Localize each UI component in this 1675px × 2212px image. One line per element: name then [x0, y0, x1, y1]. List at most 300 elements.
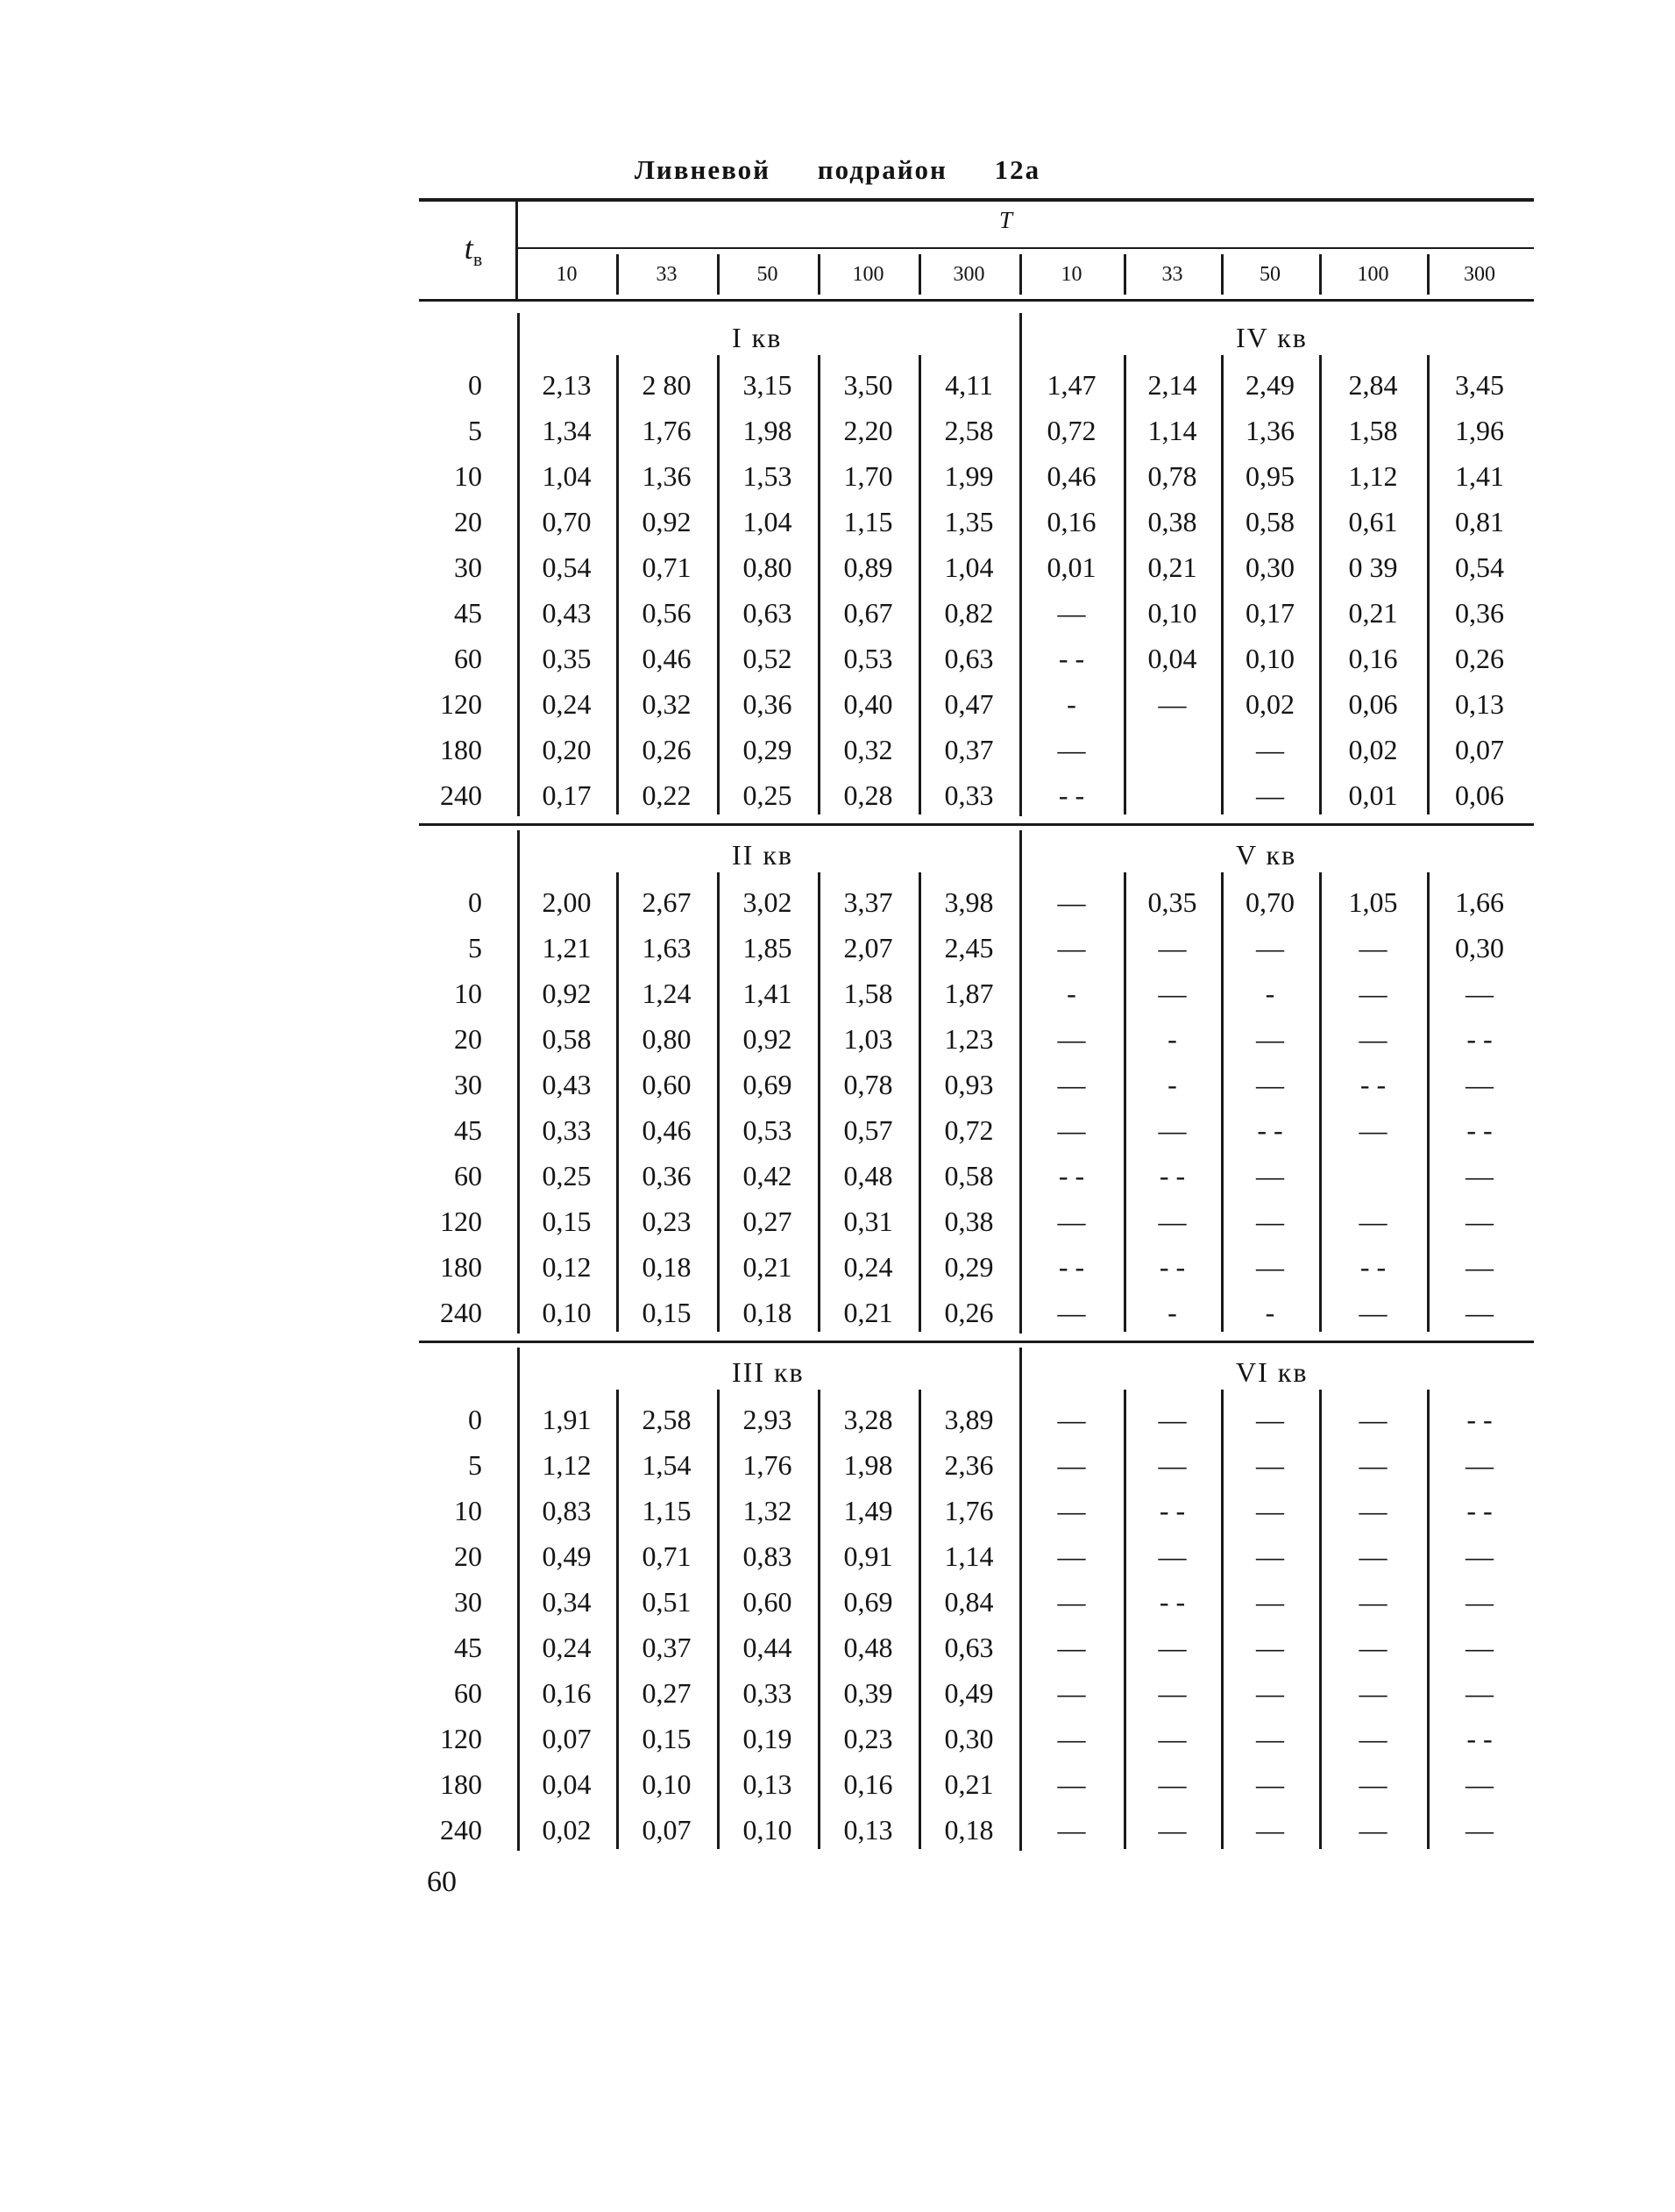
table-cell: 0,44: [742, 1632, 792, 1663]
table-cell: —: [1466, 1632, 1494, 1663]
table-cell: —: [1057, 1404, 1086, 1435]
tb-symbol: t: [464, 231, 473, 266]
table-cell: 0,81: [1455, 506, 1504, 537]
table-cell: 0,49: [944, 1677, 994, 1709]
table-cell: 0,18: [742, 1297, 792, 1328]
table-cell: 0,30: [1455, 932, 1504, 964]
table-cell: 0,39: [843, 1677, 893, 1709]
header-mid-rule: [517, 247, 1534, 249]
table-cell: 0,48: [843, 1632, 893, 1663]
table-cell: 0,61: [1348, 506, 1398, 537]
table-cell: 3,28: [843, 1404, 893, 1435]
table-cell: - -: [1058, 643, 1085, 674]
table-cell: - -: [1359, 1069, 1387, 1100]
table-cell: —: [1256, 1632, 1284, 1663]
table-cell: 0,15: [542, 1206, 592, 1237]
table-cell: 0,18: [642, 1251, 692, 1283]
table-cell: —: [1057, 1677, 1086, 1709]
duration-label: 120: [440, 688, 482, 720]
table-cell: 0,10: [742, 1814, 792, 1846]
table-cell: -: [1067, 978, 1076, 1009]
quarter-divider: [1019, 830, 1022, 1334]
table-cell: —: [1057, 1023, 1086, 1055]
table-cell: —: [1359, 1114, 1388, 1146]
table-cell: 0,15: [642, 1297, 692, 1328]
column-divider: [1319, 872, 1322, 1332]
band-separator-rule: [419, 1341, 1534, 1343]
table-cell: —: [1158, 1768, 1187, 1800]
title-word-1: Ливневой: [634, 154, 771, 185]
table-cell: 0,12: [542, 1251, 592, 1283]
table-cell: 0,18: [944, 1814, 994, 1846]
table-cell: 0,36: [1455, 597, 1504, 629]
table-cell: 0,78: [1147, 460, 1197, 492]
table-cell: 0,53: [742, 1114, 792, 1146]
duration-label: 45: [454, 597, 482, 629]
table-cell: —: [1256, 1495, 1284, 1526]
table-cell: 0,26: [642, 734, 692, 765]
table-cell: —: [1158, 688, 1187, 720]
table-cell: 2,45: [944, 932, 994, 964]
table-cell: 0,04: [1147, 643, 1197, 674]
column-divider: [1319, 1390, 1322, 1849]
table-cell: —: [1256, 734, 1284, 765]
table-cell: —: [1057, 1297, 1086, 1328]
table-cell: -: [1265, 1297, 1275, 1328]
table-cell: - -: [1466, 1495, 1493, 1526]
table-cell: 1,66: [1455, 886, 1504, 918]
duration-label: 30: [454, 1586, 482, 1618]
duration-label: 120: [440, 1206, 482, 1237]
table-cell: 0,02: [1246, 688, 1295, 720]
table-cell: 0,16: [1348, 643, 1398, 674]
table-cell: 0,84: [944, 1586, 994, 1618]
duration-label: 60: [454, 1160, 482, 1191]
table-cell: 0,36: [642, 1160, 692, 1191]
duration-label: 20: [454, 506, 482, 537]
table-cell: —: [1466, 1586, 1494, 1618]
table-cell: 3,15: [742, 369, 792, 401]
table-cell: —: [1057, 1586, 1086, 1618]
table-cell: 0,10: [642, 1768, 692, 1800]
table-cell: —: [1359, 932, 1388, 964]
table-cell: 0,63: [944, 643, 994, 674]
table-cell: - -: [1257, 1114, 1283, 1146]
table-cell: 1,58: [1348, 415, 1398, 446]
table-cell: 0,13: [1455, 688, 1504, 720]
table-cell: 0,04: [542, 1768, 592, 1800]
table-cell: —: [1466, 1677, 1494, 1709]
table-cell: 0,21: [1147, 551, 1197, 583]
table-cell: 0,57: [843, 1114, 893, 1146]
quarter-divider: [1019, 1348, 1022, 1851]
table-cell: 2,49: [1246, 369, 1295, 401]
table-cell: —: [1256, 1768, 1284, 1800]
table-cell: 0,71: [642, 551, 692, 583]
table-cell: —: [1359, 1297, 1388, 1328]
table-cell: —: [1256, 1677, 1284, 1709]
column-divider: [1319, 355, 1322, 814]
table-cell: 1,12: [1348, 460, 1398, 492]
period-header: T: [999, 207, 1013, 233]
table-cell: 2 80: [642, 369, 692, 401]
duration-label: 60: [454, 643, 482, 674]
table-cell: 3,02: [742, 886, 792, 918]
table-cell: 1,54: [642, 1449, 692, 1481]
table-cell: —: [1057, 1495, 1086, 1526]
table-cell: 0,54: [1455, 551, 1504, 583]
table-cell: 2,58: [944, 415, 994, 446]
column-divider: [1427, 1390, 1430, 1849]
table-cell: 0,35: [542, 643, 592, 674]
table-cell: —: [1158, 1723, 1187, 1754]
table-cell: - -: [1159, 1495, 1186, 1526]
table-cell: - -: [1058, 1160, 1085, 1191]
table-cell: 0,92: [642, 506, 692, 537]
table-cell: 0,10: [1246, 643, 1295, 674]
tb-subscript: в: [472, 248, 483, 271]
table-cell: —: [1158, 1114, 1187, 1146]
header-bottom-rule: [419, 299, 1534, 302]
table-cell: —: [1057, 1723, 1086, 1754]
table-cell: 1,14: [1147, 415, 1197, 446]
table-cell: 2,14: [1147, 369, 1197, 401]
table-cell: 0,46: [642, 1114, 692, 1146]
table-cell: —: [1256, 1206, 1284, 1237]
table-cell: 0,58: [542, 1023, 592, 1055]
table-cell: 0,91: [843, 1540, 893, 1572]
table-cell: 0,21: [742, 1251, 792, 1283]
table-cell: —: [1466, 1814, 1494, 1846]
table-cell: 0,10: [542, 1297, 592, 1328]
table-cell: 1,49: [843, 1495, 893, 1526]
table-cell: 0,37: [944, 734, 994, 765]
table-cell: 0,38: [1147, 506, 1197, 537]
table-cell: 0,16: [542, 1677, 592, 1709]
table-cell: 2,20: [843, 415, 893, 446]
period-column-header: 300: [953, 263, 985, 286]
tb-header: [429, 230, 517, 271]
table-cell: - -: [1466, 1023, 1493, 1055]
table-cell: —: [1057, 597, 1086, 629]
table-cell: —: [1158, 1404, 1187, 1435]
table-cell: —: [1158, 1677, 1187, 1709]
duration-label: 30: [454, 551, 482, 583]
table-cell: —: [1057, 1114, 1086, 1146]
table-cell: 1,96: [1455, 415, 1504, 446]
table-cell: 1,47: [1047, 369, 1097, 401]
table-cell: 0,30: [1246, 551, 1295, 583]
quarter-label-left: I кв: [732, 322, 783, 353]
table-cell: 0,27: [642, 1677, 692, 1709]
table-cell: 0,02: [542, 1814, 592, 1846]
table-cell: 0,78: [843, 1069, 893, 1100]
table-cell: 0,33: [742, 1677, 792, 1709]
table-cell: —: [1057, 1814, 1086, 1846]
period-column-header: 300: [1464, 263, 1495, 286]
table-cell: 0,25: [742, 779, 792, 811]
table-cell: 0,07: [542, 1723, 592, 1754]
table-cell: —: [1359, 1404, 1388, 1435]
quarter-label-right: VI кв: [1236, 1356, 1309, 1388]
table-cell: - -: [1159, 1160, 1186, 1191]
table-cell: —: [1466, 1449, 1494, 1481]
quarter-label-right: IV кв: [1236, 322, 1308, 353]
table-cell: 0,69: [742, 1069, 792, 1100]
table-cell: 1,15: [843, 506, 893, 537]
duration-label: 10: [454, 1495, 482, 1526]
table-cell: 0,95: [1246, 460, 1295, 492]
table-cell: 3,89: [944, 1404, 994, 1435]
table-cell: —: [1256, 1540, 1284, 1572]
table-cell: —: [1256, 1449, 1284, 1481]
table-cell: 0,36: [742, 688, 792, 720]
table-cell: 0,23: [843, 1723, 893, 1754]
table-cell: 0,28: [843, 779, 893, 811]
page-number: 60: [427, 1866, 457, 1898]
table-cell: 0,13: [742, 1768, 792, 1800]
table-cell: 1,03: [843, 1023, 893, 1055]
table-cell: 0,17: [542, 779, 592, 811]
column-divider: [1427, 872, 1430, 1332]
table-cell: 1,04: [742, 506, 792, 537]
table-cell: —: [1256, 1023, 1284, 1055]
duration-label: 45: [454, 1632, 482, 1663]
quarter-divider: [1019, 313, 1022, 816]
table-cell: 0,25: [542, 1160, 592, 1191]
period-column-header: 10: [1061, 263, 1082, 286]
table-cell: 0,54: [542, 551, 592, 583]
table-cell: 0,63: [944, 1632, 994, 1663]
table-cell: 0,82: [944, 597, 994, 629]
duration-label: 180: [440, 1768, 482, 1800]
table-cell: 0,40: [843, 688, 893, 720]
table-cell: 0,26: [1455, 643, 1504, 674]
table-cell: 0,13: [843, 1814, 893, 1846]
table-cell: 0,06: [1348, 688, 1398, 720]
table-cell: —: [1158, 1632, 1187, 1663]
table-cell: 0,33: [542, 1114, 592, 1146]
table-cell: 4,11: [945, 369, 993, 401]
table-cell: - -: [1466, 1404, 1493, 1435]
duration-label: 10: [454, 460, 482, 492]
table-cell: 0,06: [1455, 779, 1504, 811]
table-cell: —: [1057, 1540, 1086, 1572]
table-cell: 0,24: [542, 688, 592, 720]
table-cell: 0,32: [843, 734, 893, 765]
quarter-label-right: V кв: [1236, 839, 1297, 871]
table-cell: 0,43: [542, 597, 592, 629]
table-cell: 1,34: [542, 415, 592, 446]
table-cell: 0,33: [944, 779, 994, 811]
table-cell: 0,21: [843, 1297, 893, 1328]
table-cell: 0,26: [944, 1297, 994, 1328]
table-cell: 0,80: [642, 1023, 692, 1055]
table-cell: 0,58: [1246, 506, 1295, 537]
table-cell: - -: [1159, 1586, 1186, 1618]
table-cell: —: [1359, 1023, 1388, 1055]
table-cell: 1,35: [944, 506, 994, 537]
duration-label: 30: [454, 1069, 482, 1100]
title-word-2: подрайон: [817, 154, 948, 185]
table-cell: 0,16: [1047, 506, 1097, 537]
table-cell: —: [1466, 1069, 1494, 1100]
table-cell: 1,14: [944, 1540, 994, 1572]
period-column-header: 50: [1260, 263, 1281, 286]
table-cell: 0,43: [542, 1069, 592, 1100]
table-cell: 0,34: [542, 1586, 592, 1618]
table-cell: 1,58: [843, 978, 893, 1009]
table-cell: 1,04: [542, 460, 592, 492]
table-cell: —: [1158, 978, 1187, 1009]
table-cell: 0,15: [642, 1723, 692, 1754]
table-cell: 0,07: [642, 1814, 692, 1846]
table-cell: —: [1256, 1160, 1284, 1191]
duration-label: 10: [454, 978, 482, 1009]
table-cell: 0,02: [1348, 734, 1398, 765]
table-cell: 1,99: [944, 460, 994, 492]
table-cell: 0,69: [843, 1586, 893, 1618]
table-cell: 0,83: [542, 1495, 592, 1526]
table-cell: —: [1057, 886, 1086, 918]
table-cell: 3,37: [843, 886, 893, 918]
table-cell: 0,89: [843, 551, 893, 583]
table-cell: —: [1359, 1768, 1388, 1800]
period-column-header: 33: [656, 263, 678, 286]
table-cell: - -: [1159, 1251, 1186, 1283]
table-cell: 2,93: [742, 1404, 792, 1435]
table-cell: —: [1256, 779, 1284, 811]
table-cell: 1,53: [742, 460, 792, 492]
header-col-divider: [1019, 254, 1022, 295]
table-cell: - -: [1359, 1251, 1387, 1283]
table-cell: —: [1057, 1768, 1086, 1800]
table-cell: -: [1168, 1297, 1177, 1328]
table-cell: 1,63: [642, 932, 692, 964]
duration-label: 180: [440, 734, 482, 765]
table-cell: —: [1256, 1586, 1284, 1618]
table-cell: 2,00: [542, 886, 592, 918]
table-cell: 0,35: [1147, 886, 1197, 918]
table-cell: 0,52: [742, 643, 792, 674]
table-cell: 1,41: [742, 978, 792, 1009]
table-cell: 1,91: [542, 1404, 592, 1435]
table-cell: 1,36: [642, 460, 692, 492]
table-cell: 0,21: [944, 1768, 994, 1800]
table-cell: 0,83: [742, 1540, 792, 1572]
table-cell: 1,70: [843, 460, 893, 492]
band-separator-rule: [419, 823, 1534, 826]
table-cell: 0,37: [642, 1632, 692, 1663]
table-cell: 0,24: [843, 1251, 893, 1283]
table-cell: —: [1256, 1723, 1284, 1754]
table-cell: 1,76: [642, 415, 692, 446]
table-cell: 0,42: [742, 1160, 792, 1191]
duration-label: 180: [440, 1251, 482, 1283]
table-cell: 1,87: [944, 978, 994, 1009]
table-cell: —: [1359, 1632, 1388, 1663]
table-cell: 0,80: [742, 551, 792, 583]
table-cell: 0,49: [542, 1540, 592, 1572]
table-cell: 1,15: [642, 1495, 692, 1526]
table-cell: —: [1359, 978, 1388, 1009]
quarter-label-left: II кв: [732, 839, 793, 871]
table-cell: 0,70: [542, 506, 592, 537]
table-cell: 0,92: [542, 978, 592, 1009]
table-cell: 0,24: [542, 1632, 592, 1663]
table-cell: —: [1359, 1586, 1388, 1618]
table-cell: 0,19: [742, 1723, 792, 1754]
table-cell: —: [1359, 1206, 1388, 1237]
table-cell: 0,47: [944, 688, 994, 720]
table-cell: - -: [1466, 1723, 1493, 1754]
table-cell: 0,46: [642, 643, 692, 674]
table-cell: 0,01: [1047, 551, 1097, 583]
table-cell: -: [1265, 978, 1275, 1009]
table-cell: —: [1256, 1069, 1284, 1100]
page-title: [0, 154, 1675, 186]
period-column-header: 33: [1161, 263, 1183, 286]
table-cell: —: [1359, 1540, 1388, 1572]
table-cell: 2,07: [843, 932, 893, 964]
table-cell: 0,17: [1246, 597, 1295, 629]
table-cell: —: [1158, 1814, 1187, 1846]
period-column-header: 10: [556, 263, 578, 286]
table-cell: —: [1256, 1251, 1284, 1283]
period-column-header: 100: [1357, 263, 1389, 286]
table-cell: 2,58: [642, 1404, 692, 1435]
table-cell: 0,56: [642, 597, 692, 629]
table-cell: 1,05: [1348, 886, 1398, 918]
table-cell: —: [1057, 734, 1086, 765]
table-cell: 2,67: [642, 886, 692, 918]
table-cell: 0,38: [944, 1206, 994, 1237]
table-cell: 0,60: [642, 1069, 692, 1100]
table-cell: —: [1158, 932, 1187, 964]
table-cell: 1,23: [944, 1023, 994, 1055]
table-cell: 0,71: [642, 1540, 692, 1572]
table-cell: 1,98: [843, 1449, 893, 1481]
duration-label: 240: [440, 1814, 482, 1846]
table-cell: 3,45: [1455, 369, 1504, 401]
table-cell: 1,36: [1246, 415, 1295, 446]
table-cell: 0,92: [742, 1023, 792, 1055]
quarter-label-left: III кв: [732, 1356, 805, 1388]
table-cell: - -: [1058, 1251, 1085, 1283]
duration-label: 120: [440, 1723, 482, 1754]
table-cell: —: [1359, 1495, 1388, 1526]
table-cell: 0,30: [944, 1723, 994, 1754]
table-cell: 0,70: [1246, 886, 1295, 918]
table-cell: 3,50: [843, 369, 893, 401]
table-cell: 1,76: [742, 1449, 792, 1481]
table-cell: 0,21: [1348, 597, 1398, 629]
duration-label: 20: [454, 1540, 482, 1572]
table-cell: —: [1466, 1297, 1494, 1328]
table-cell: 1,21: [542, 932, 592, 964]
duration-label: 5: [468, 1449, 482, 1481]
table-cell: - -: [1466, 1114, 1493, 1146]
table-cell: 3,98: [944, 886, 994, 918]
table-cell: 0,23: [642, 1206, 692, 1237]
table-cell: 2,36: [944, 1449, 994, 1481]
duration-label: 0: [468, 1404, 482, 1435]
duration-label: 0: [468, 369, 482, 401]
table-cell: —: [1057, 1069, 1086, 1100]
table-cell: 0,72: [1047, 415, 1097, 446]
table-cell: 0,20: [542, 734, 592, 765]
table-cell: 1,85: [742, 932, 792, 964]
